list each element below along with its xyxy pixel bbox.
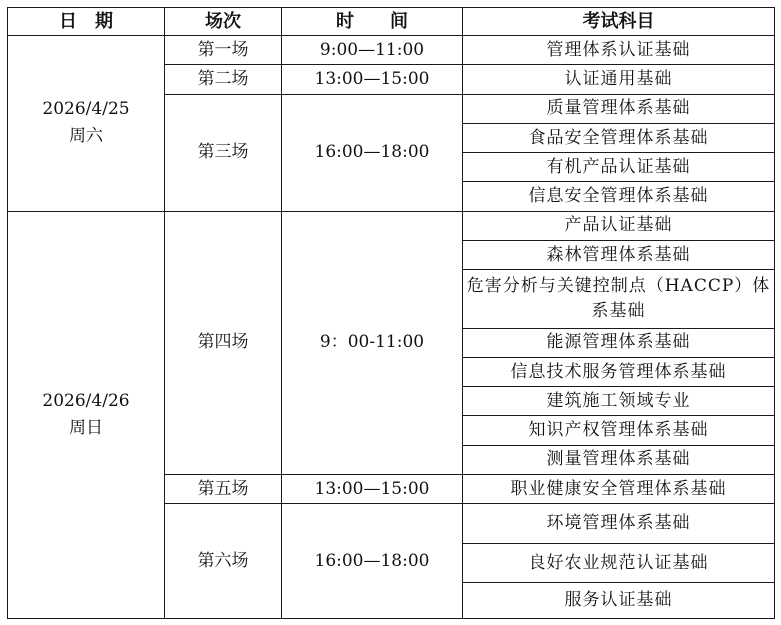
header-date: 日期 [8, 8, 165, 36]
header-session: 场次 [165, 8, 282, 36]
subject-cell: 建筑施工领域专业 [463, 387, 775, 416]
subject-cell: 信息技术服务管理体系基础 [463, 357, 775, 386]
subject-cell: 质量管理体系基础 [463, 94, 775, 123]
session-6: 第六场 [165, 503, 282, 618]
time-session-4: 9：00-11:00 [282, 211, 463, 474]
subject-cell: 产品认证基础 [463, 211, 775, 240]
weekday-day2: 周日 [68, 417, 103, 438]
subject-cell: 认证通用基础 [463, 65, 775, 94]
time-session-6: 16:00—18:00 [282, 503, 463, 618]
date-cell-day2 [8, 211, 165, 618]
time-session-1: 9:00—11:00 [282, 36, 463, 65]
subject-cell: 有机产品认证基础 [463, 153, 775, 182]
subject-cell: 良好农业规范认证基础 [463, 544, 775, 582]
session-3: 第三场 [165, 94, 282, 211]
table-row [8, 211, 775, 240]
header-time: 时间 [282, 8, 463, 36]
date-cell-day1 [8, 36, 165, 211]
session-2: 第二场 [165, 65, 282, 94]
subject-cell: 能源管理体系基础 [463, 328, 775, 357]
subject-cell: 食品安全管理体系基础 [463, 123, 775, 152]
session-4: 第四场 [165, 211, 282, 474]
subject-cell: 知识产权管理体系基础 [463, 416, 775, 445]
exam-schedule-table [7, 7, 775, 619]
time-session-5: 13:00—15:00 [282, 474, 463, 503]
date-day2: 2026/4/26 [42, 390, 130, 411]
table-row [8, 36, 775, 65]
subject-cell: 危害分析与关键控制点（HACCP）体系基础 [463, 270, 775, 328]
subject-cell: 测量管理体系基础 [463, 445, 775, 474]
subject-cell: 职业健康安全管理体系基础 [463, 474, 775, 503]
weekday-day1: 周六 [68, 126, 103, 147]
subject-cell: 信息安全管理体系基础 [463, 182, 775, 211]
session-1: 第一场 [165, 36, 282, 65]
time-session-3: 16:00—18:00 [282, 94, 463, 211]
subject-cell: 森林管理体系基础 [463, 240, 775, 269]
header-row [8, 8, 775, 36]
subject-cell: 管理体系认证基础 [463, 36, 775, 65]
subject-cell: 环境管理体系基础 [463, 503, 775, 543]
subject-cell: 服务认证基础 [463, 582, 775, 618]
time-session-2: 13:00—15:00 [282, 65, 463, 94]
session-5: 第五场 [165, 474, 282, 503]
date-day1: 2026/4/25 [42, 99, 130, 120]
header-subject: 考试科目 [463, 8, 775, 36]
